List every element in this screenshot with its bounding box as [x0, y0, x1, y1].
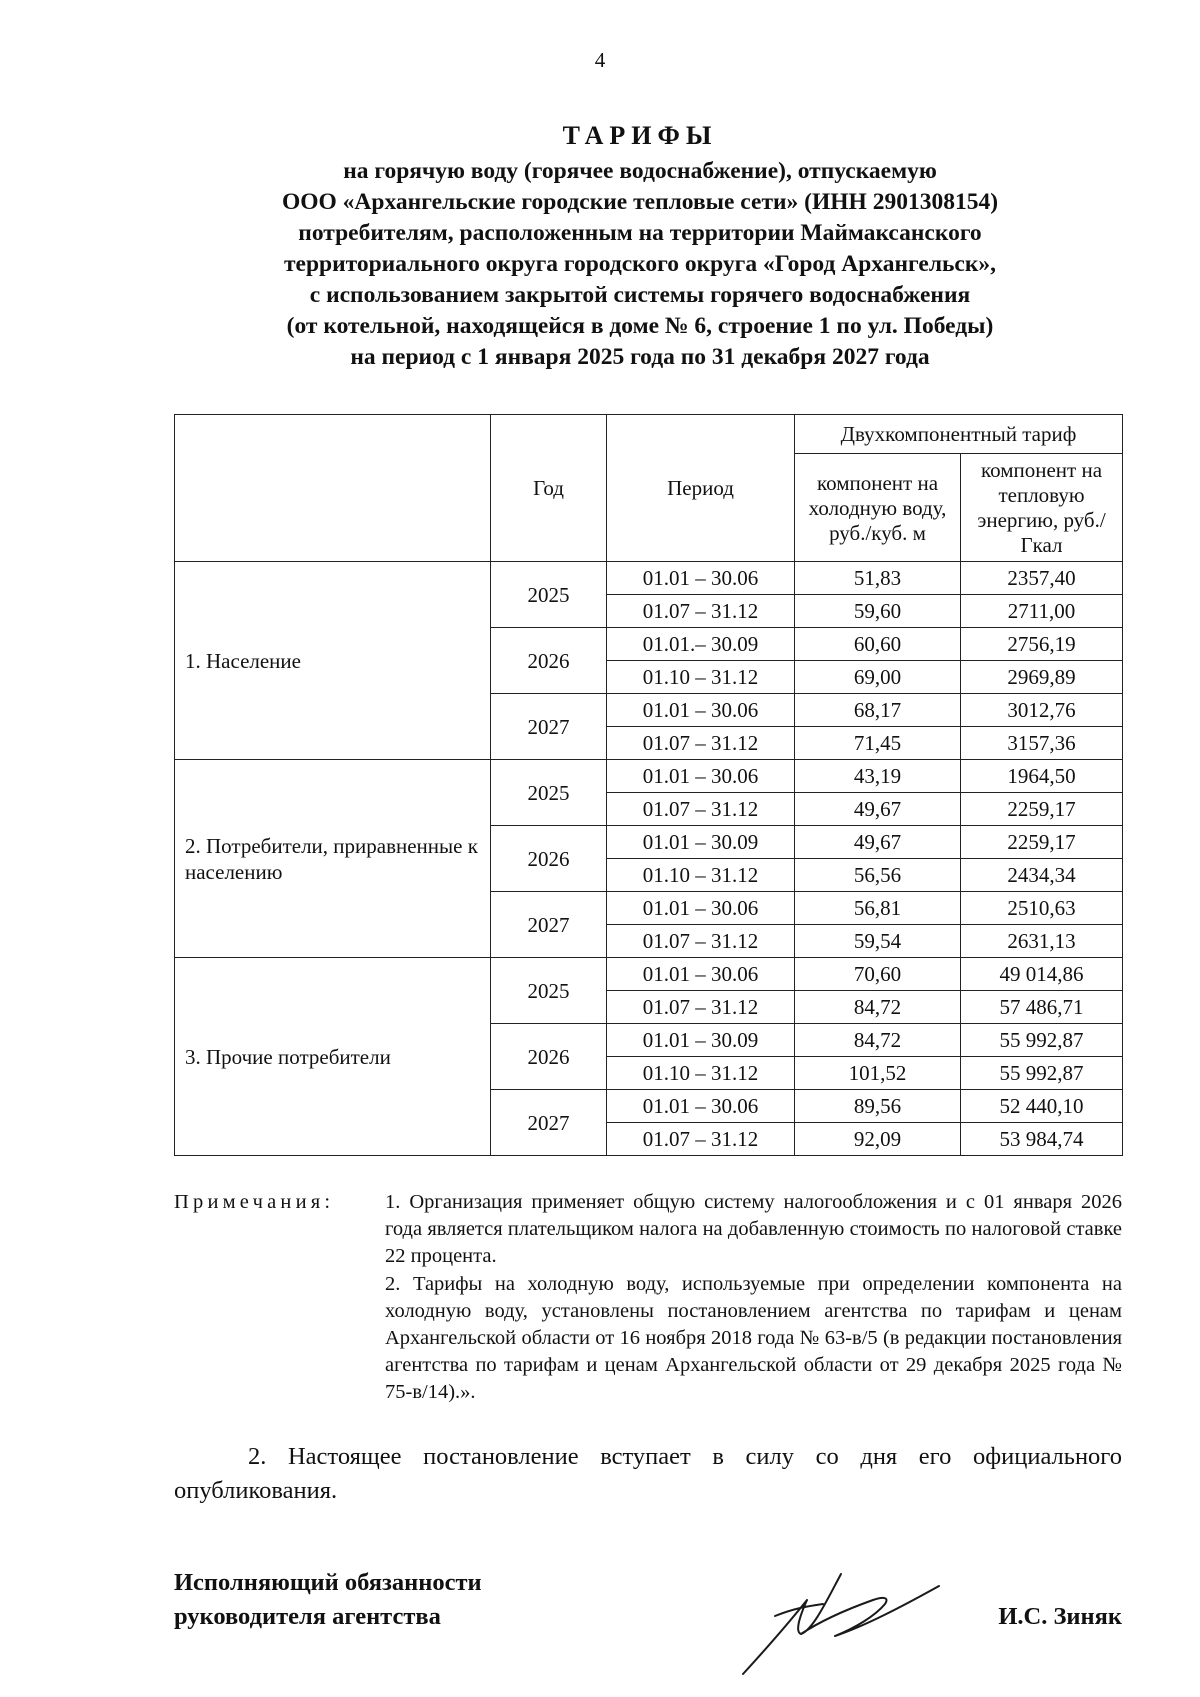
year-cell: 2026	[491, 628, 607, 694]
category-header	[175, 415, 491, 562]
cold-water-header: компонент на холодную воду, руб./куб. м	[795, 454, 961, 562]
notes-body	[385, 1189, 1122, 1406]
period-cell: 01.07 – 31.12	[607, 595, 795, 628]
heat-value-cell: 2510,63	[961, 892, 1123, 925]
table-header-row	[175, 415, 1123, 454]
year-cell: 2025	[491, 958, 607, 1024]
year-cell: 2027	[491, 892, 607, 958]
heat-value-cell: 52 440,10	[961, 1090, 1123, 1123]
cold-value-cell: 89,56	[795, 1090, 961, 1123]
cold-value-cell: 59,54	[795, 925, 961, 958]
heat-value-cell: 2434,34	[961, 859, 1123, 892]
cold-value-cell: 49,67	[795, 826, 961, 859]
cold-value-cell: 101,52	[795, 1057, 961, 1090]
cold-value-cell: 84,72	[795, 1024, 961, 1057]
table-row	[175, 958, 1123, 991]
cold-value-cell: 84,72	[795, 991, 961, 1024]
document-subtitle	[160, 156, 1120, 373]
period-cell: 01.01 – 30.06	[607, 1090, 795, 1123]
signatory-title	[174, 1566, 482, 1634]
year-cell: 2026	[491, 1024, 607, 1090]
year-header: Год	[491, 415, 607, 562]
year-cell: 2027	[491, 1090, 607, 1156]
subtitle-line: территориального округа городского округа «Город Архангельск»,	[283, 251, 997, 277]
table-row	[175, 562, 1123, 595]
period-cell: 01.07 – 31.12	[607, 793, 795, 826]
heat-value-cell: 55 992,87	[961, 1057, 1123, 1090]
period-cell: 01.07 – 31.12	[607, 1123, 795, 1156]
heat-value-cell: 55 992,87	[961, 1024, 1123, 1057]
period-cell: 01.01 – 30.06	[607, 892, 795, 925]
document-title: ТАРИФЫ	[562, 121, 718, 150]
period-cell: 01.07 – 31.12	[607, 991, 795, 1024]
period-cell: 01.01 – 30.06	[607, 958, 795, 991]
cold-value-cell: 51,83	[795, 562, 961, 595]
note-item: 2. Тарифы на холодную воду, используемые при определении компонента на холодную воду, установлены постановлением агентства по тарифам и ценам Архангельской области от 16 ноября 2018 года № 63-в/5 (в редакции постановления агентства по тарифам и ценам Архангельской области от 29 декабря 2025 года № 75-в/14).».	[385, 1273, 1122, 1403]
cold-value-cell: 49,67	[795, 793, 961, 826]
subtitle-line: ООО «Архангельские городские тепловые сети» (ИНН 2901308154)	[281, 189, 999, 215]
notes-label: Примечания:	[174, 1191, 335, 1213]
year-cell: 2025	[491, 760, 607, 826]
heat-value-cell: 2711,00	[961, 595, 1123, 628]
cold-value-cell: 71,45	[795, 727, 961, 760]
heat-value-cell: 49 014,86	[961, 958, 1123, 991]
cold-value-cell: 68,17	[795, 694, 961, 727]
heat-value-cell: 2631,13	[961, 925, 1123, 958]
cold-value-cell: 56,56	[795, 859, 961, 892]
heat-value-cell: 53 984,74	[961, 1123, 1123, 1156]
period-cell: 01.01 – 30.06	[607, 760, 795, 793]
final-paragraph: 2. Настоящее постановление вступает в силу со дня его официального опубликования.	[174, 1443, 1122, 1504]
subtitle-line: с использованием закрытой системы горячего водоснабжения	[309, 282, 971, 308]
page-number: 4	[594, 48, 606, 72]
cold-value-cell: 56,81	[795, 892, 961, 925]
heat-value-cell: 2756,19	[961, 628, 1123, 661]
category-cell: 3. Прочие потребители	[175, 958, 491, 1156]
heat-value-cell: 2969,89	[961, 661, 1123, 694]
cold-value-cell: 59,60	[795, 595, 961, 628]
heat-value-cell: 2357,40	[961, 562, 1123, 595]
two-component-header: Двухкомпонентный тариф	[795, 415, 1123, 454]
subtitle-line: на горячую воду (горячее водоснабжение), отпускаемую	[343, 158, 937, 184]
tariff-table	[174, 414, 1123, 1156]
cold-value-cell: 70,60	[795, 958, 961, 991]
year-cell: 2025	[491, 562, 607, 628]
cold-value-cell: 60,60	[795, 628, 961, 661]
period-header: Период	[607, 415, 795, 562]
year-cell: 2027	[491, 694, 607, 760]
year-cell: 2026	[491, 826, 607, 892]
period-cell: 01.10 – 31.12	[607, 1057, 795, 1090]
period-cell: 01.10 – 31.12	[607, 859, 795, 892]
subtitle-line: потребителям, расположенным на территории Маймаксанского	[298, 220, 982, 246]
signatory-name: И.С. Зиняк	[998, 1603, 1122, 1630]
heat-energy-header: компонент на тепловую энергию, руб./Гкал	[961, 454, 1123, 562]
period-cell: 01.01 – 30.06	[607, 562, 795, 595]
note-item: 1. Организация применяет общую систему налогообложения и с 01 января 2026 года является плательщиком налога на добавленную стоимость по налоговой ставке 22 процента.	[385, 1191, 1122, 1267]
period-cell: 01.01 – 30.09	[607, 1024, 795, 1057]
subtitle-line: на период с 1 января 2025 года по 31 декабря 2027 года	[350, 344, 930, 370]
cold-value-cell: 69,00	[795, 661, 961, 694]
period-cell: 01.01 – 30.06	[607, 694, 795, 727]
period-cell: 01.01 – 30.09	[607, 826, 795, 859]
signatory-title-line: руководителя агентства	[174, 1603, 441, 1630]
category-cell: 2. Потребители, приравненные к населению	[175, 760, 491, 958]
heat-value-cell: 57 486,71	[961, 991, 1123, 1024]
subtitle-line: (от котельной, находящейся в доме № 6, строение 1 по ул. Победы)	[286, 313, 994, 339]
heat-value-cell: 2259,17	[961, 793, 1123, 826]
period-cell: 01.10 – 31.12	[607, 661, 795, 694]
handwritten-signature	[735, 1570, 945, 1680]
cold-value-cell: 92,09	[795, 1123, 961, 1156]
period-cell: 01.07 – 31.12	[607, 925, 795, 958]
signatory-title-line: Исполняющий обязанности	[174, 1569, 482, 1596]
period-cell: 01.01.– 30.09	[607, 628, 795, 661]
heat-value-cell: 3157,36	[961, 727, 1123, 760]
cold-value-cell: 43,19	[795, 760, 961, 793]
table-row	[175, 760, 1123, 793]
period-cell: 01.07 – 31.12	[607, 727, 795, 760]
category-cell: 1. Население	[175, 562, 491, 760]
heat-value-cell: 1964,50	[961, 760, 1123, 793]
heat-value-cell: 2259,17	[961, 826, 1123, 859]
heat-value-cell: 3012,76	[961, 694, 1123, 727]
